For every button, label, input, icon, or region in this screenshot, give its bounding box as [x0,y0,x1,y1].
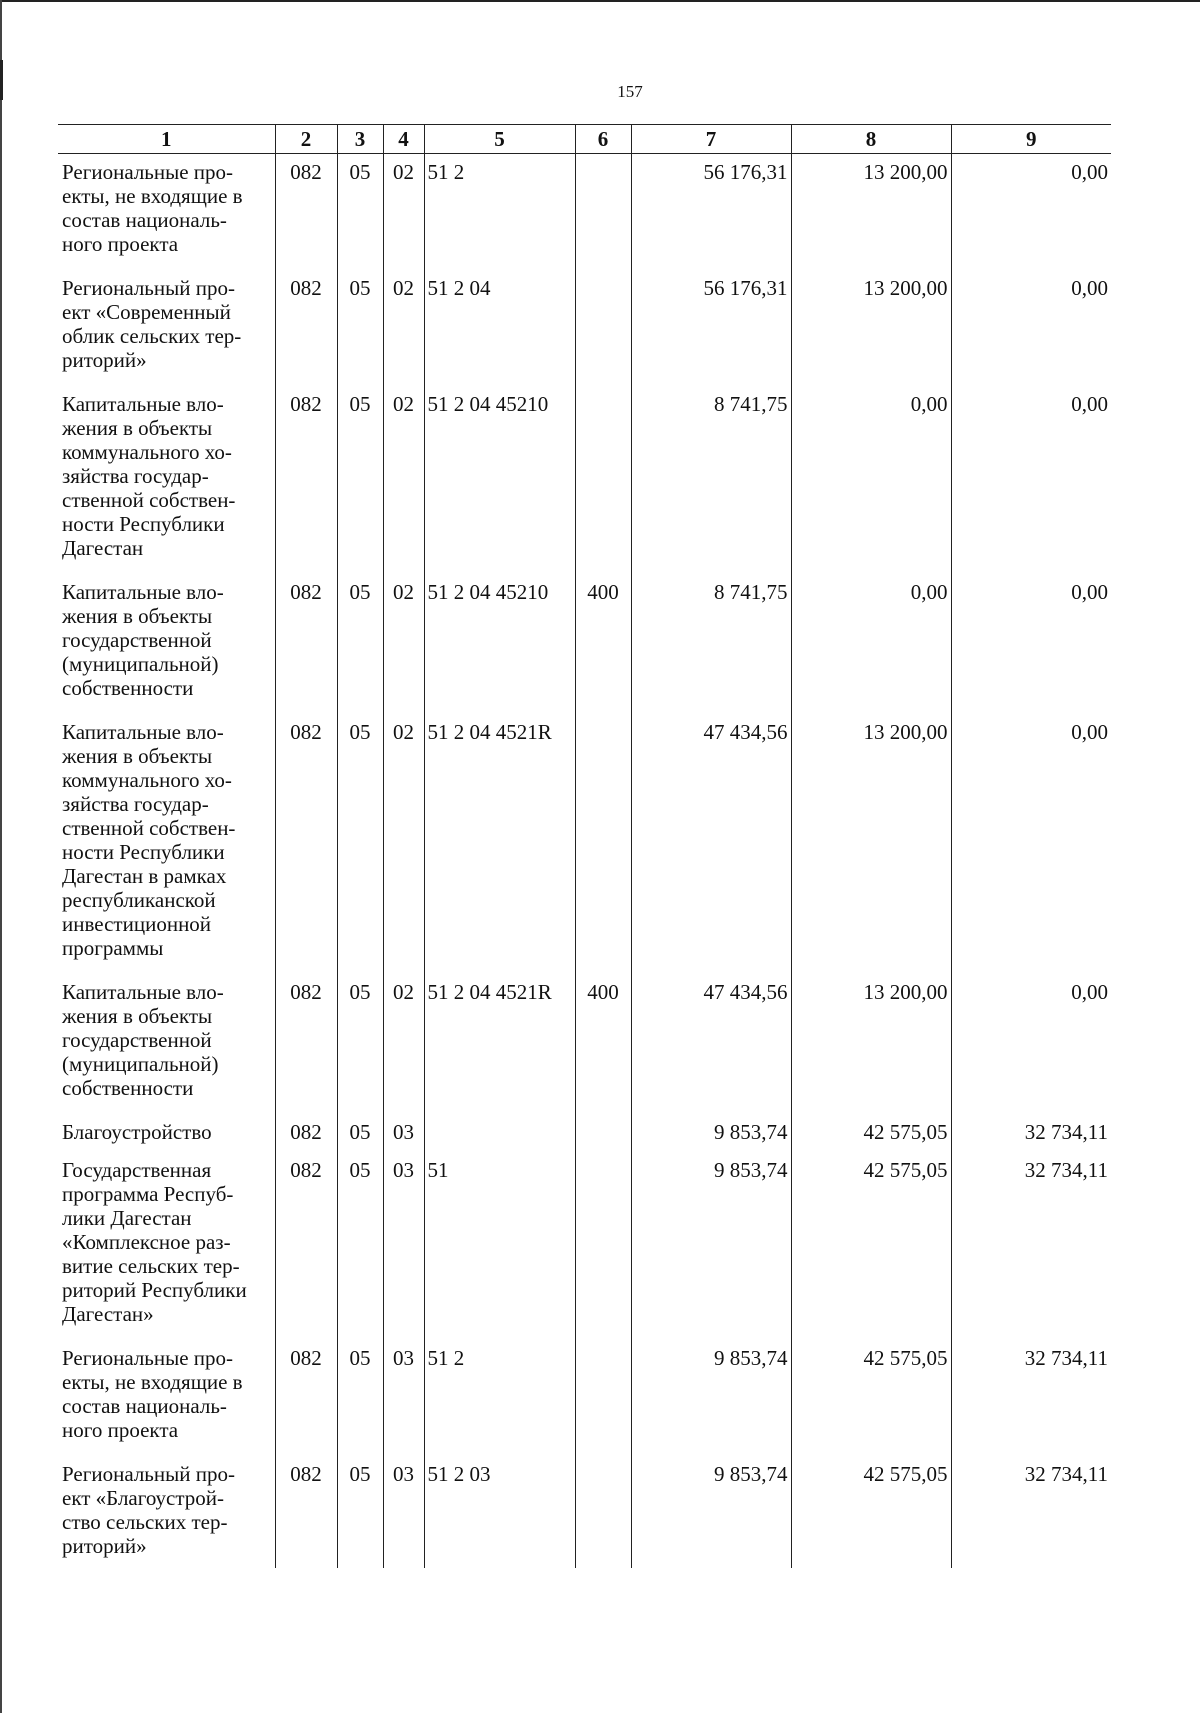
cell-col-3: 05 [337,974,383,1114]
cell-col-9: 0,00 [951,574,1111,714]
cell-col-3: 05 [337,270,383,386]
col-header-7: 7 [631,125,791,154]
cell-col-7: 8 741,75 [631,574,791,714]
cell-col-6 [575,1152,631,1340]
col-header-9: 9 [951,125,1111,154]
scan-edge-top [0,0,1200,2]
cell-col-6 [575,1456,631,1568]
cell-col-9: 32 734,11 [951,1456,1111,1568]
cell-col-4: 02 [383,574,424,714]
cell-col-2: 082 [275,1456,337,1568]
cell-col-7: 56 176,31 [631,270,791,386]
cell-col-6 [575,714,631,974]
cell-col-3: 05 [337,1114,383,1152]
cell-col-8: 42 575,05 [791,1340,951,1456]
cell-col-4: 03 [383,1152,424,1340]
cell-col-7: 9 853,74 [631,1152,791,1340]
cell-col-2: 082 [275,974,337,1114]
cell-col-5: 51 2 04 45210 [424,386,575,574]
cell-col-5: 51 2 [424,1340,575,1456]
row-name: Региональный про- ект «Современный облик сельских тер- риторий» [62,276,242,372]
table-body [58,154,1111,1569]
cell-col-2: 082 [275,1340,337,1456]
row-name: Капитальные вло- жения в объекты коммунального хо- зяйства государ- ственной собствен- ности Республики Дагестан в рамках республиканской инвестиционной программы [62,720,236,960]
row-name: Капитальные вло- жения в объекты государственной (муниципальной) собственности [62,980,224,1100]
cell-col-4: 02 [383,270,424,386]
table-row [58,1114,1111,1152]
cell-col-8: 13 200,00 [791,974,951,1114]
col-header-1: 1 [58,125,275,154]
page-number: 157 [617,82,643,101]
cell-col-4: 02 [383,386,424,574]
cell-col-9: 0,00 [951,270,1111,386]
col-header-2: 2 [275,125,337,154]
table-row [58,386,1111,574]
cell-col-4: 03 [383,1340,424,1456]
cell-col-9: 0,00 [951,974,1111,1114]
cell-col-4: 02 [383,974,424,1114]
table-row [58,574,1111,714]
table-row [58,1456,1111,1568]
cell-col-7: 8 741,75 [631,386,791,574]
row-name: Региональный про- ект «Благоустрой- ство сельских тер- риторий» [62,1462,235,1558]
cell-col-6 [575,1114,631,1152]
cell-col-8: 42 575,05 [791,1456,951,1568]
cell-col-8: 42 575,05 [791,1114,951,1152]
cell-col-4: 02 [383,154,424,271]
cell-col-8: 0,00 [791,574,951,714]
cell-col-8: 0,00 [791,386,951,574]
table-row [58,154,1111,271]
cell-col-6 [575,270,631,386]
cell-col-8: 42 575,05 [791,1152,951,1340]
row-name: Капитальные вло- жения в объекты государственной (муниципальной) собственности [62,580,224,700]
budget-table [58,124,1111,1568]
cell-col-5: 51 [424,1152,575,1340]
cell-col-2: 082 [275,714,337,974]
col-header-3: 3 [337,125,383,154]
cell-col-7: 56 176,31 [631,154,791,271]
row-name: Капитальные вло- жения в объекты коммунального хо- зяйства государ- ственной собствен- ности Республики Дагестан [62,392,236,560]
cell-col-5: 51 2 04 45210 [424,574,575,714]
row-name: Государственная программа Респуб- лики Дагестан «Комплексное раз- витие сельских тер- риторий Республики Дагестан» [62,1158,247,1326]
cell-col-3: 05 [337,1152,383,1340]
cell-col-9: 0,00 [951,154,1111,271]
cell-col-8: 13 200,00 [791,154,951,271]
cell-col-3: 05 [337,1340,383,1456]
table-row [58,1340,1111,1456]
cell-col-5 [424,1114,575,1152]
cell-col-2: 082 [275,574,337,714]
cell-col-5: 51 2 04 4521R [424,714,575,974]
cell-col-9: 32 734,11 [951,1152,1111,1340]
cell-col-3: 05 [337,714,383,974]
cell-col-9: 0,00 [951,386,1111,574]
cell-col-4: 02 [383,714,424,974]
cell-col-9: 32 734,11 [951,1340,1111,1456]
cell-col-5: 51 2 03 [424,1456,575,1568]
col-header-8: 8 [791,125,951,154]
col-header-4: 4 [383,125,424,154]
cell-col-8: 13 200,00 [791,270,951,386]
scan-edge-left [0,0,2,1713]
cell-col-2: 082 [275,1114,337,1152]
table-row [58,714,1111,974]
col-header-5: 5 [424,125,575,154]
col-header-6: 6 [575,125,631,154]
cell-col-5: 51 2 04 4521R [424,974,575,1114]
cell-col-5: 51 2 [424,154,575,271]
cell-col-7: 9 853,74 [631,1340,791,1456]
cell-col-6 [575,1340,631,1456]
cell-col-2: 082 [275,386,337,574]
cell-col-6: 400 [575,974,631,1114]
cell-col-7: 9 853,74 [631,1114,791,1152]
cell-col-3: 05 [337,154,383,271]
cell-col-8: 13 200,00 [791,714,951,974]
cell-col-9: 32 734,11 [951,1114,1111,1152]
cell-col-5: 51 2 04 [424,270,575,386]
header-row [58,125,1111,154]
cell-col-6 [575,154,631,271]
row-name: Благоустройство [62,1120,212,1144]
cell-col-7: 47 434,56 [631,974,791,1114]
cell-col-2: 082 [275,154,337,271]
row-name: Региональные про- екты, не входящие в состав националь- ного проекта [62,160,243,256]
table-row [58,974,1111,1114]
cell-col-7: 47 434,56 [631,714,791,974]
cell-col-3: 05 [337,386,383,574]
cell-col-2: 082 [275,1152,337,1340]
cell-col-6: 400 [575,574,631,714]
cell-col-9: 0,00 [951,714,1111,974]
cell-col-4: 03 [383,1114,424,1152]
cell-col-6 [575,386,631,574]
row-name: Региональные про- екты, не входящие в состав националь- ного проекта [62,1346,243,1442]
cell-col-3: 05 [337,1456,383,1568]
cell-col-7: 9 853,74 [631,1456,791,1568]
cell-col-3: 05 [337,574,383,714]
cell-col-4: 03 [383,1456,424,1568]
table-row [58,1152,1111,1340]
table-row [58,270,1111,386]
cell-col-2: 082 [275,270,337,386]
